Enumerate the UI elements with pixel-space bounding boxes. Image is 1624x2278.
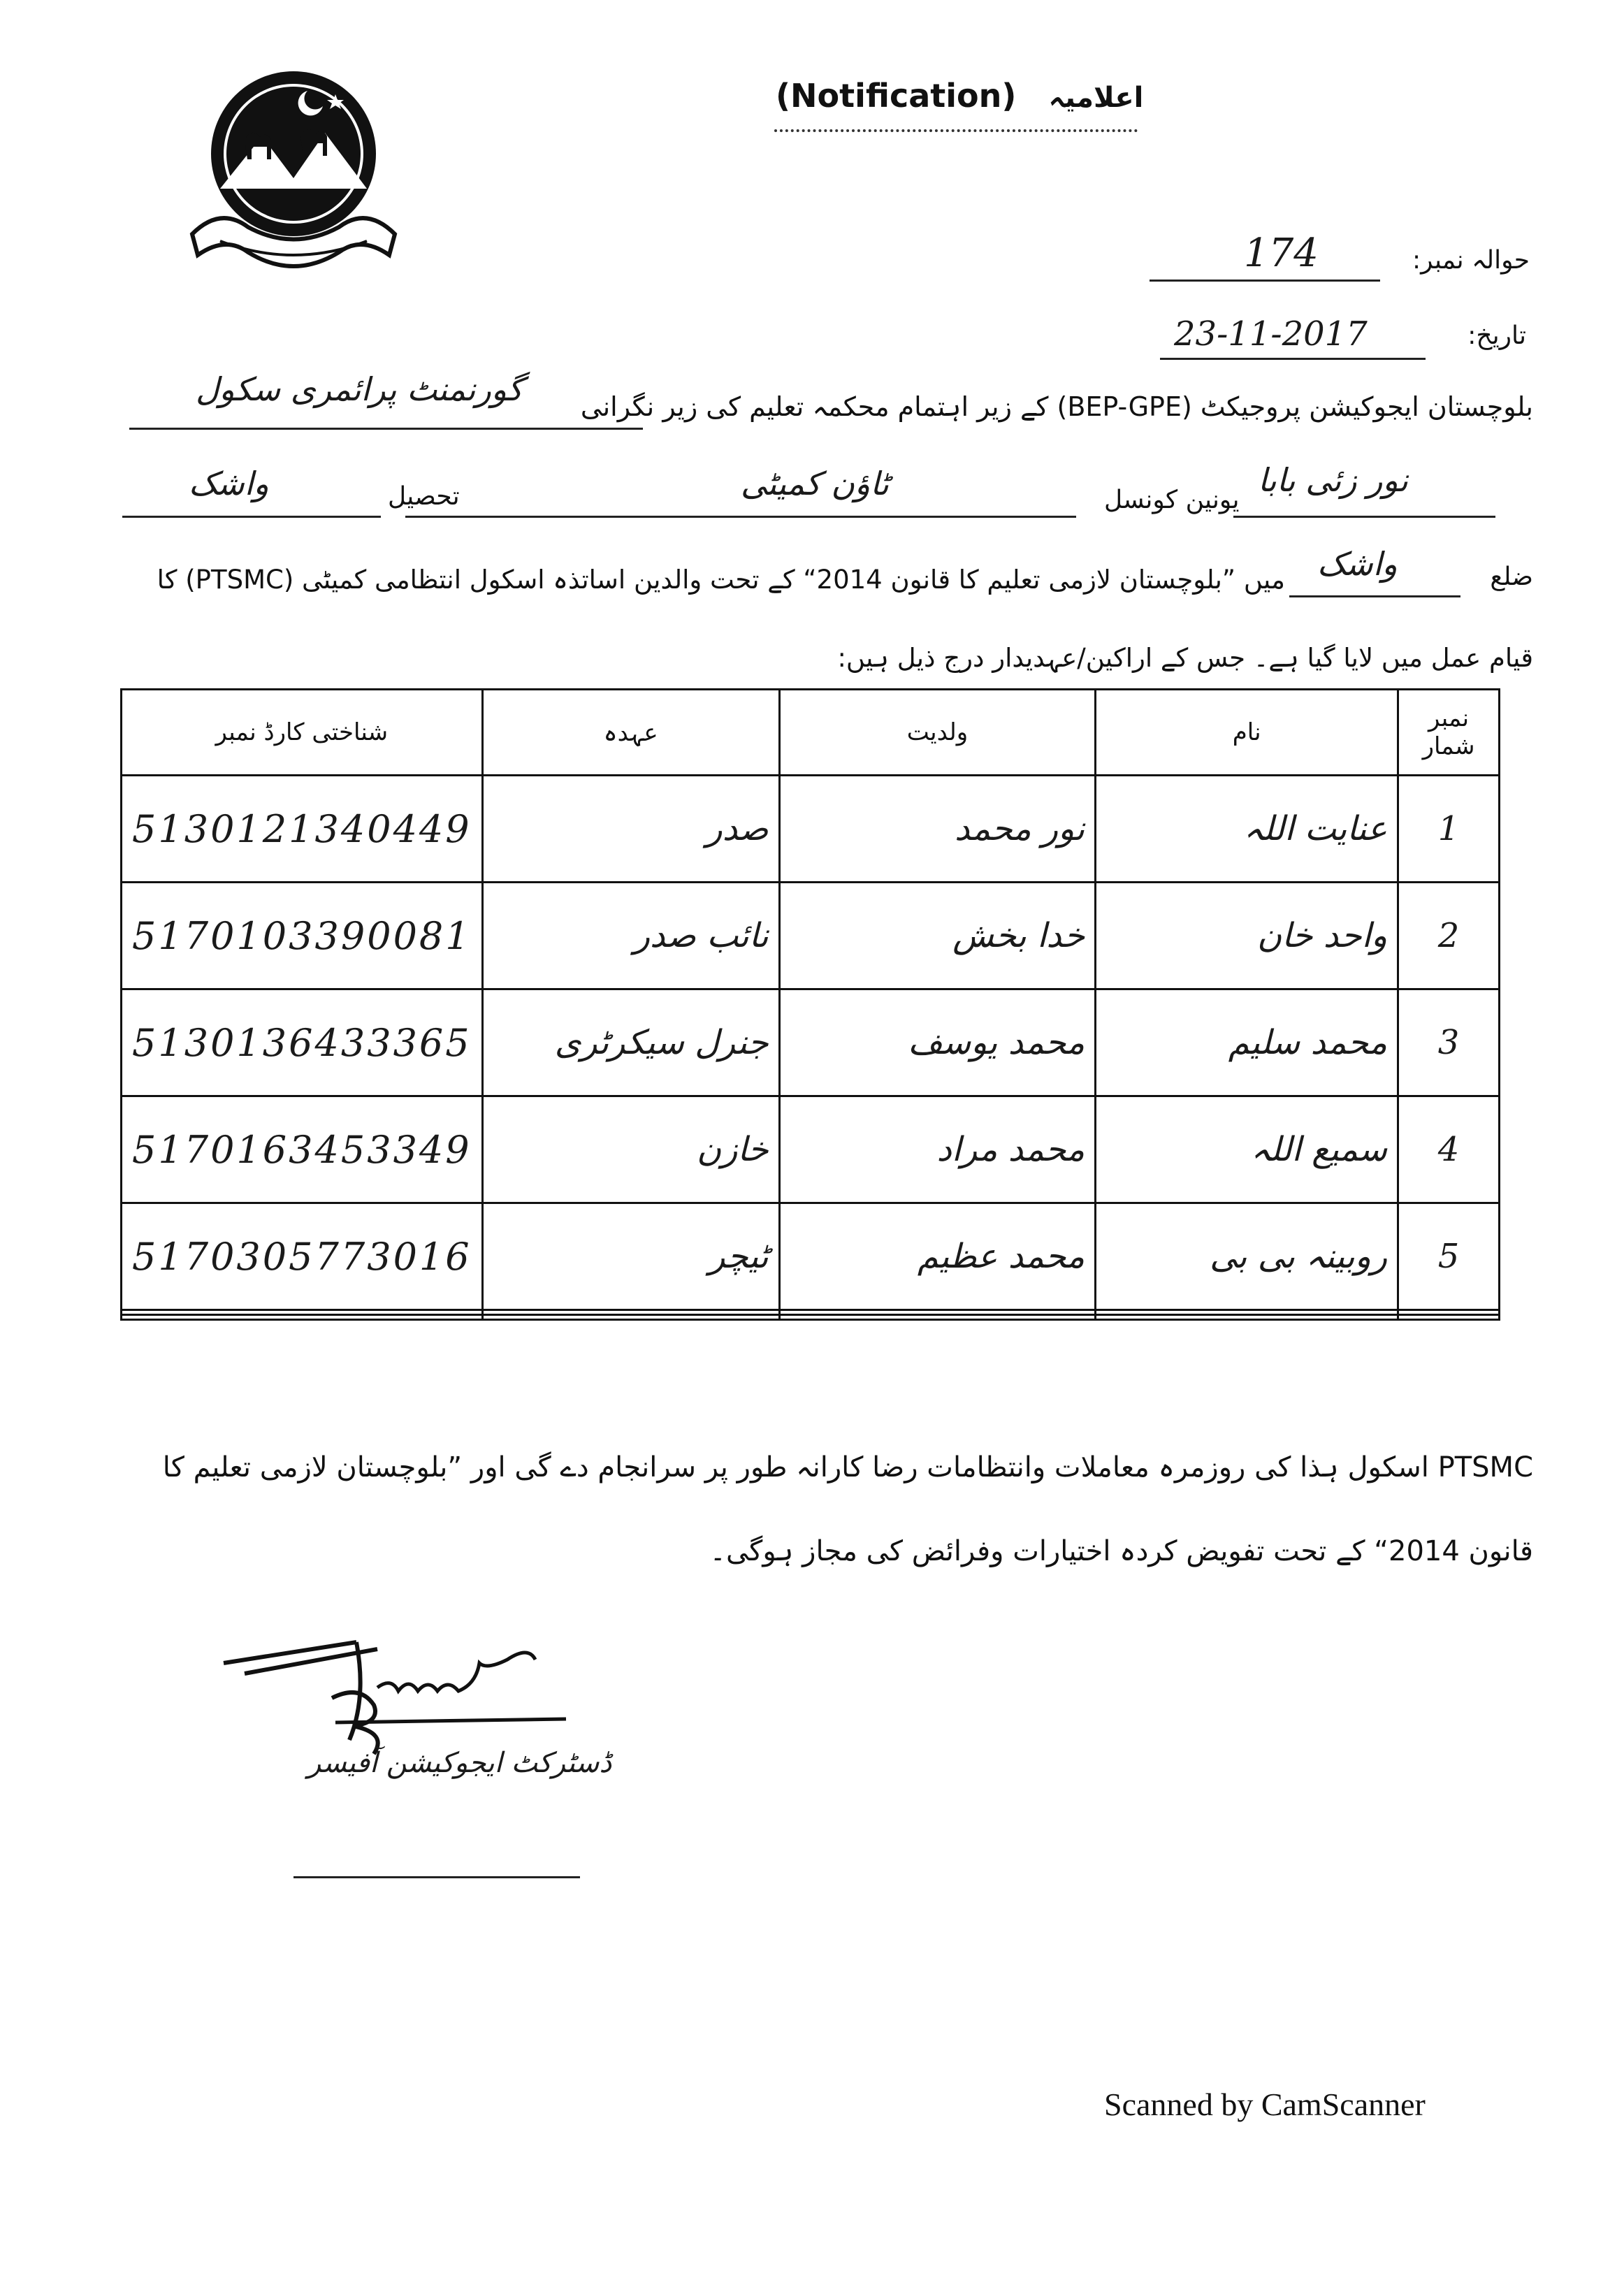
paragraph-line-3: میں ”بلوچستان لازمی تعلیم کا قانون 2014“ کے تحت والدین اساتذہ اسکول انتظامی کمیٹی (PTSMC) کا	[157, 565, 1285, 595]
district-label: ضلع	[1490, 563, 1533, 591]
reference-line	[1150, 280, 1380, 282]
camscanner-watermark: Scanned by CamScanner	[1104, 2087, 1426, 2122]
district-fill: واشک	[1317, 545, 1398, 583]
cell-serial: 2	[1398, 883, 1500, 989]
cell-father-name: محمد عظیم	[779, 1203, 1096, 1310]
signature-line	[293, 1876, 580, 1878]
cell-serial: 5	[1398, 1203, 1500, 1310]
government-logo	[178, 66, 409, 269]
cell-serial: 3	[1398, 989, 1500, 1096]
paragraph-line-1-underline	[129, 428, 643, 430]
table-row	[122, 1203, 1500, 1310]
union-council-underline	[405, 516, 1076, 518]
cell-cnic: 5170305773016	[122, 1203, 483, 1310]
cell-cnic	[122, 1310, 483, 1315]
cell-name: روبینہ بی بی	[1096, 1203, 1398, 1310]
cell-designation: نائب صدر	[482, 883, 779, 989]
header-serial: نمبر شمار	[1398, 690, 1500, 776]
cell-designation	[482, 1310, 779, 1315]
title-urdu: اعلامیہ	[1048, 82, 1144, 114]
tehsil-underline	[122, 516, 381, 518]
cell-father-name	[779, 1310, 1096, 1315]
table-row	[122, 883, 1500, 989]
union-council-label: یونین کونسل	[1104, 486, 1240, 514]
cell-cnic: 5130136433365	[122, 989, 483, 1096]
cell-father-name: محمد یوسف	[779, 989, 1096, 1096]
paragraph-line-4: قیام عمل میں لایا گیا ہے۔ جس کے اراکین/عہدیدار درج ذیل ہیں:	[837, 643, 1533, 673]
cell-serial	[1398, 1315, 1500, 1320]
cell-name: سمیع اللہ	[1096, 1096, 1398, 1203]
header-designation: عہدہ	[482, 690, 779, 776]
cell-designation: خازن	[482, 1096, 779, 1203]
cell-father-name: خدا بخش	[779, 883, 1096, 989]
footer-paragraph: PTSMC اسکول ہذا کی روزمرہ معاملات وانتظامات رضا کارانہ طور پر سرانجام دے گی اور ”بلوچستان لازمی تعلیم کا قانون 2014“ کے تحت تفویض کردہ اختیارات وفرائض کی مجاز ہوگی۔	[162, 1451, 1533, 1567]
cell-designation: صدر	[482, 776, 779, 883]
cell-serial: 1	[1398, 776, 1500, 883]
cell-name	[1096, 1315, 1398, 1320]
cell-father-name: محمد مراد	[779, 1096, 1096, 1203]
paragraph-line-1	[581, 391, 1533, 422]
header-father-name: ولدیت	[779, 690, 1096, 776]
table-row	[122, 1096, 1500, 1203]
union-council-fill: ٹاؤن کمیٹی	[741, 465, 890, 502]
cell-name	[1096, 1310, 1398, 1315]
cell-name: عنایت اللہ	[1096, 776, 1398, 883]
school-name-underline	[1233, 516, 1495, 518]
tehsil-fill: واشک	[189, 465, 269, 502]
school-type-fill: گورنمنٹ پرائمری سکول	[196, 370, 523, 408]
cell-cnic: 5170103390081	[122, 883, 483, 989]
reference-value: 174	[1244, 231, 1319, 276]
cell-cnic: 5170163453349	[122, 1096, 483, 1203]
signature	[217, 1621, 615, 1761]
date-line	[1160, 358, 1426, 360]
cell-designation: جنرل سیکرٹری	[482, 989, 779, 1096]
cell-cnic: 5130121340449	[122, 776, 483, 883]
cell-serial: 4	[1398, 1096, 1500, 1203]
notification-title	[776, 77, 1143, 115]
date-label: تاریخ:	[1467, 321, 1526, 350]
signature-title: ڈسٹرکٹ ایجوکیشن آفیسر	[307, 1747, 612, 1779]
cell-father-name	[779, 1315, 1096, 1320]
cell-cnic	[122, 1315, 483, 1320]
header-cnic: شناختی کارڈ نمبر	[122, 690, 483, 776]
table-row	[122, 1315, 1500, 1320]
title-english: (Notification)	[776, 77, 1017, 115]
table-row	[122, 989, 1500, 1096]
members-table	[120, 688, 1500, 1321]
table-row	[122, 776, 1500, 883]
cell-serial	[1398, 1310, 1500, 1315]
table-header-row	[122, 690, 1500, 776]
header-name: نام	[1096, 690, 1398, 776]
cell-designation	[482, 1315, 779, 1320]
cell-name: محمد سلیم	[1096, 989, 1398, 1096]
school-name-fill: نور زئی بابا	[1258, 461, 1409, 499]
cell-designation: ٹیچر	[482, 1203, 779, 1310]
reference-label: حوالہ نمبر:	[1412, 246, 1530, 275]
cell-name: واحد خان	[1096, 883, 1398, 989]
district-underline	[1289, 595, 1460, 597]
date-value: 23-11-2017	[1174, 314, 1368, 354]
table-row	[122, 1310, 1500, 1315]
tehsil-label: تحصیل	[388, 482, 460, 511]
title-underline	[774, 129, 1138, 132]
cell-father-name: نور محمد	[779, 776, 1096, 883]
paragraph-line-1-text: بلوچستان ایجوکیشن پروجیکٹ (BEP-GPE) کے زیر اہتمام محکمہ تعلیم کی زیر نگرانی	[580, 391, 1533, 422]
